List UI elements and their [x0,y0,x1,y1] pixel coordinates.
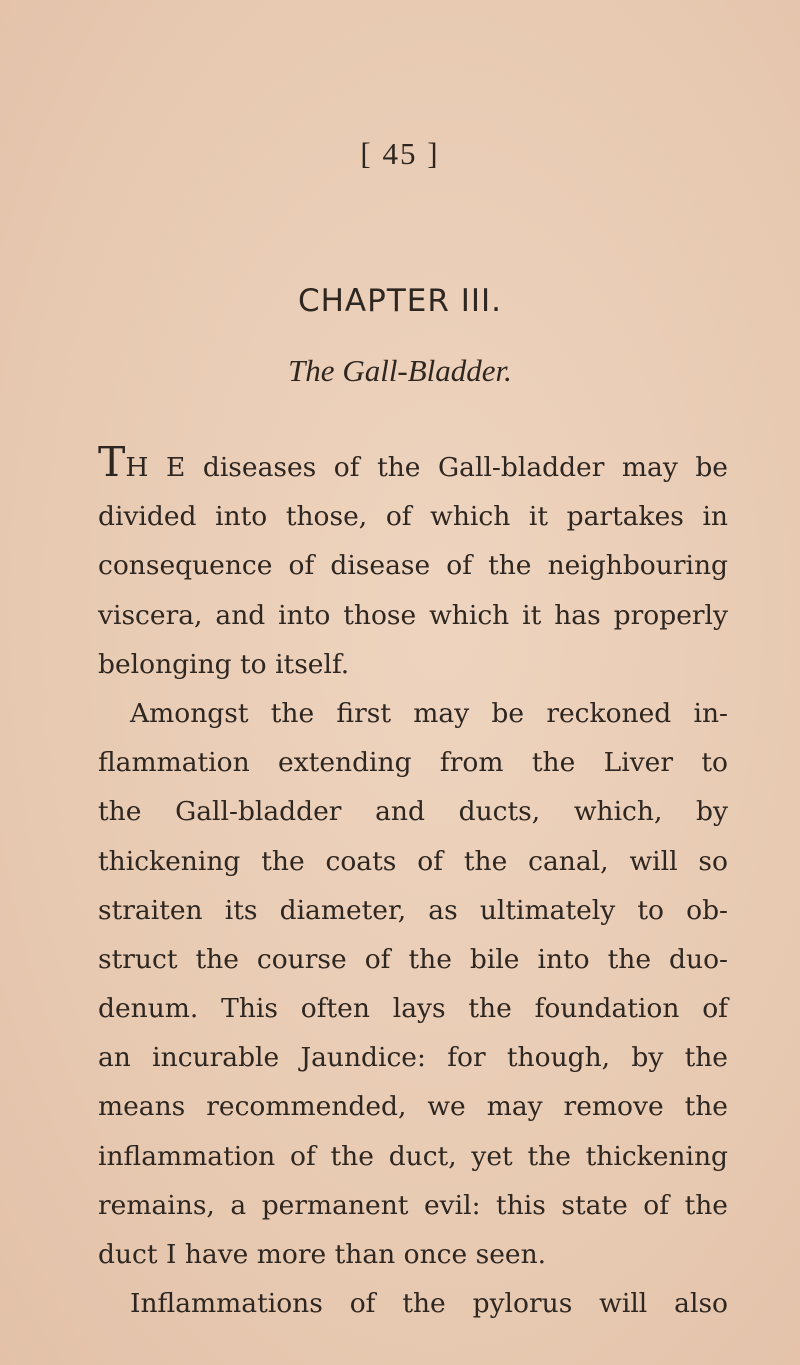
text-line-content: H E diseases of the Gall-bladder may be [125,452,728,483]
text-line: inflammation of the duct, yet the thickening [98,1140,728,1172]
text-line: Amongst the first may be reckoned in- [130,697,728,729]
chapter-heading: CHAPTER III. [297,283,503,319]
text-line: flammation extending from the Liver to [98,747,728,779]
drop-cap: T [98,438,126,486]
text-line: means recommended, we may remove the [98,1091,728,1123]
text-line: straiten its diameter, as ultimately to ob- [98,894,728,926]
text-line: struct the course of the bile into the duo- [98,943,728,975]
text-line: Inflammations of the pylorus will also [130,1288,728,1320]
body-text [98,438,728,1328]
text-line: divided into those, of which it partakes in [98,501,728,533]
text-line: viscera, and into those which it has properly [98,599,728,631]
text-line: thickening the coats of the canal, will so [98,845,728,877]
section-title: The Gall-Bladder. [288,353,512,388]
text-line: remains, a permanent evil: this state of the [98,1189,728,1221]
page-number: [ 45 ] [360,136,440,171]
text-line: the Gall-bladder and ducts, which, by [98,796,728,828]
text-line: duct I have more than once seen. [98,1239,547,1270]
text-line: consequence of disease of the neighbouring [98,550,728,582]
text-line [98,438,728,492]
text-line: belonging to itself. [98,648,350,680]
text-line: denum. This often lays the foundation of [98,993,728,1025]
text-line: an incurable Jaundice: for though, by the [98,1042,728,1074]
